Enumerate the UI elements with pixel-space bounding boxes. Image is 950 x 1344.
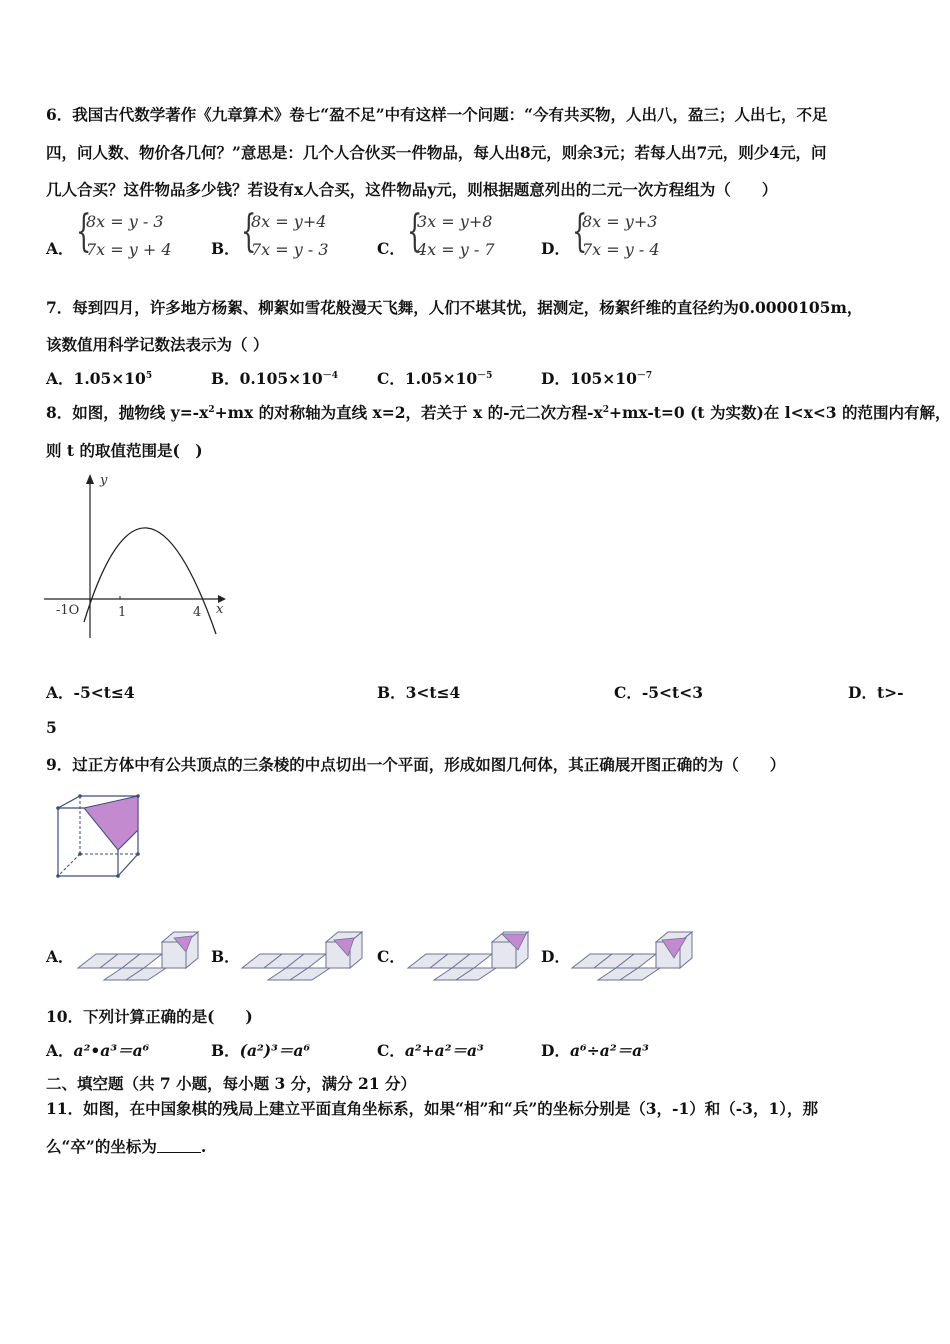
q6-line-1: 6．我国古代数学著作《九章算术》卷七“盈不足”中有这样一个问题：“今有共买物，人出八，盈三；人出七，不足 (46, 105, 828, 124)
q6-option-d-system: { 8x = y+3 7x = y - 4 (572, 206, 660, 259)
q7-option-d: D．$105\times 10^{-7}$ (541, 369, 653, 388)
q11-line-1: 11．如图，在中国象棋的残局上建立平面直角坐标系，如果“相”和“兵”的坐标分别是（3，-1）和（-3，1），那 (46, 1099, 818, 1118)
q9-option-c-net (404, 926, 534, 982)
q9-cube-figure (52, 792, 147, 882)
q9-option-d-net (568, 926, 698, 982)
q9-option-a-net (74, 926, 204, 982)
q9-option-c-label: C． (377, 947, 405, 966)
q6-c-eq1: 3x = y+8 (417, 212, 493, 231)
q6-option-a-system: { 8x = y - 3 7x = y + 4 (76, 206, 172, 259)
x-axis-label: x (216, 602, 224, 617)
q10-option-b: B．(a²)³＝a⁶ (211, 1041, 311, 1060)
q8-line-2: 则 t 的取值范围是( ) (46, 441, 203, 460)
q7-option-b: B．$0.105\times 10^{-4}$ (211, 369, 338, 388)
q8-option-a: A．-5<t≤4 (46, 683, 135, 702)
y-axis-label: y (100, 473, 108, 488)
q9-line-1: 9．过正方体中有公共顶点的三条棱的中点切出一个平面，形成如图几何体，其正确展开图正确的为（ ） (46, 755, 786, 774)
cut-triangle (84, 796, 138, 850)
tick-label-1: 1 (118, 605, 127, 620)
q10-option-a: A．a²•a³＝a⁶ (46, 1041, 150, 1060)
q6-b-eq2: 7x = y - 3 (251, 240, 329, 259)
q6-a-eq1: 8x = y - 3 (86, 212, 164, 231)
q6-option-c-label: C． (377, 239, 405, 258)
tick-label-origin: -1O (56, 603, 80, 618)
q7-line-2: 该数值用科学记数法表示为（ ） (46, 335, 269, 354)
q8-option-b: B．3<t≤4 (377, 683, 461, 702)
q9-option-a-label: A． (46, 947, 74, 966)
section-2-heading: 二、填空题（共 7 小题，每小题 3 分，满分 21 分） (46, 1074, 417, 1093)
q8-parabola-graph (40, 468, 240, 648)
q8-option-d: D．t>- (848, 683, 904, 702)
q10-line-1: 10．下列计算正确的是( ) (46, 1007, 253, 1026)
q8-line-1: 8．如图，抛物线 $y=-x^2+mx$ 的对称轴为直线 x=2，若关于 x 的-元二次方程$-x^2+mx-t=0$ (t 为实数)在 l<x<3 的范围内有解， (46, 403, 950, 422)
answer-blank[interactable] (157, 1140, 201, 1153)
y-axis-arrow (86, 474, 94, 484)
q9-option-b-net (238, 926, 368, 982)
q6-option-b-system: { 8x = y+4 7x = y - 3 (241, 206, 329, 259)
q6-b-eq1: 8x = y+4 (251, 212, 327, 231)
q10-option-c: C．a²+a²＝a³ (377, 1041, 484, 1060)
q6-d-eq2: 7x = y - 4 (582, 240, 660, 259)
q7-option-c: C．$1.05\times 10^{-5}$ (377, 369, 493, 388)
q7-line-1: 7．每到四月，许多地方杨絮、柳絮如雪花般漫天飞舞，人们不堪其忧，据测定，杨絮纤维的直径约为0.0000105m， (46, 298, 863, 317)
q6-option-d-label: D． (541, 239, 570, 258)
q6-a-eq2: 7x = y + 4 (86, 240, 172, 259)
q6-c-eq2: 4x = y - 7 (417, 240, 495, 259)
q7-option-a: A．$1.05\times 10^5$ (46, 369, 153, 388)
tick-label-4: 4 (193, 605, 202, 620)
q9-option-d-label: D． (541, 947, 570, 966)
q8-option-c: C．-5<t<3 (614, 683, 703, 702)
q6-d-eq1: 8x = y+3 (582, 212, 658, 231)
q6-option-a-label: A． (46, 239, 74, 258)
q6-option-c-system: { 3x = y+8 4x = y - 7 (407, 206, 495, 259)
q6-line-2: 四，问人数、物价各几何？”意思是：几个人合伙买一件物品，每人出8元，则余3元；若每人出7元，则少4元，问 (46, 143, 827, 162)
q6-line-3: 几人合买？这件物品多少钱？若设有x人合买，这件物品y元，则根据题意列出的二元一次方程组为（ ） (46, 180, 778, 199)
q11-line-2: 么“卒”的坐标为 . (46, 1137, 207, 1156)
q6-option-b-label: B． (211, 239, 240, 258)
q10-option-d: D．a⁶÷a²＝a³ (541, 1041, 649, 1060)
q9-option-b-label: B． (211, 947, 240, 966)
q8-option-d-wrap: 5 (46, 718, 57, 737)
